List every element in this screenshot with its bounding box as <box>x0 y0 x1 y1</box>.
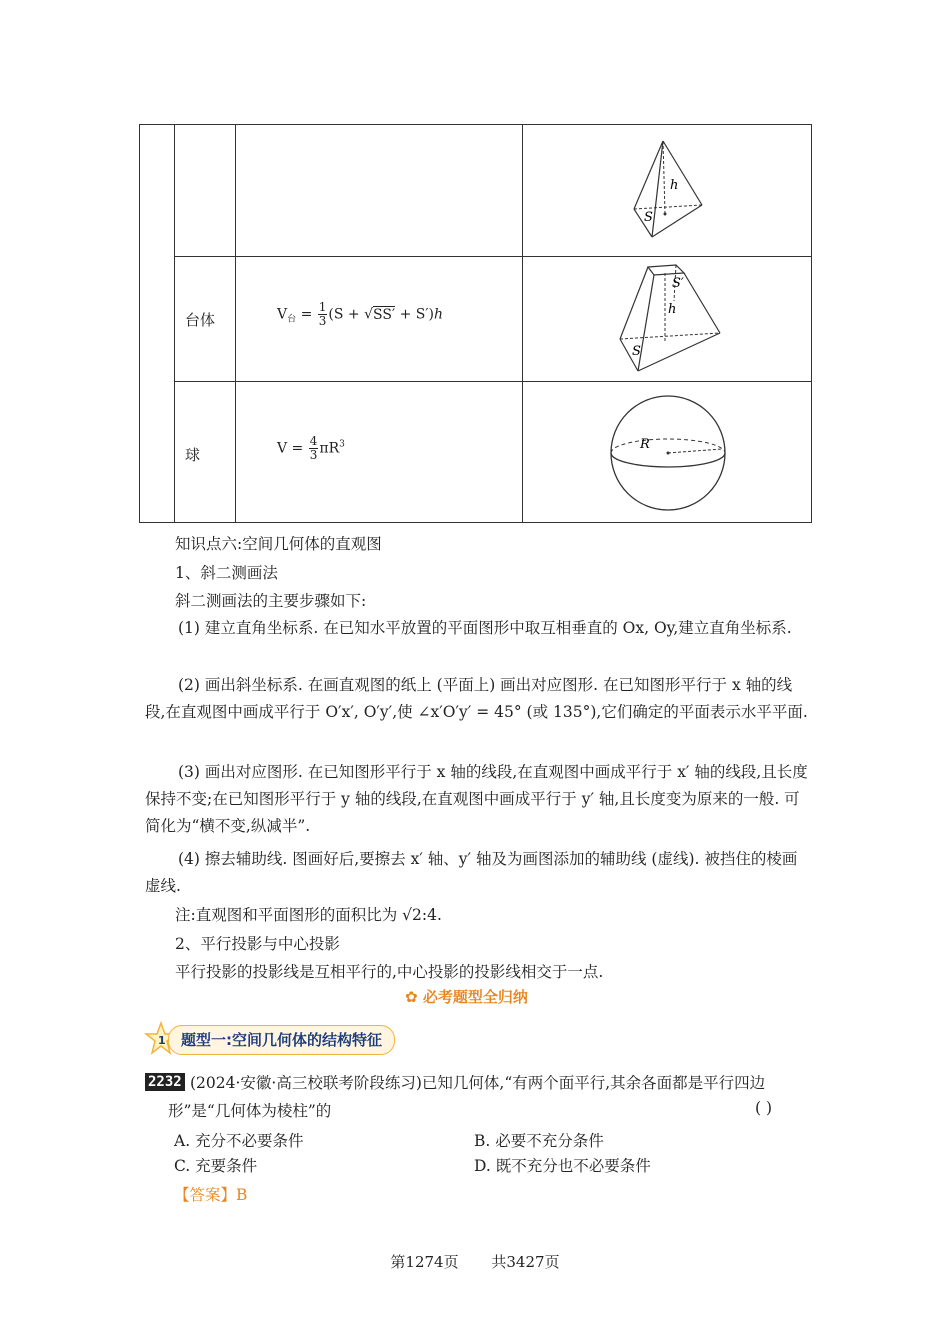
page-footer <box>0 1251 950 1272</box>
subsection-oblique: 1、斜二测画法 <box>175 564 278 582</box>
question-line-2: 形”是“几何体为棱柱”的 <box>168 1102 332 1120</box>
step-2: (2) 画出斜坐标系. 在画直观图的纸上 (平面上) 画出对应图形. 在已知图形平行于 x 轴的线段,在直观图中画成平行于 O′x′, O′y′,使 ∠x′O′y′ = 45° (或 135°),它们确定的平面表示水平平面. <box>145 676 808 721</box>
frustum-volume-formula: $V_台$ = $\frac{1}{3}$ (S + √SS′ + S′)h <box>277 300 444 328</box>
row-label-sphere: 球 <box>185 446 201 464</box>
question-number: 2232 <box>145 1073 185 1091</box>
option-b: B. 必要不充分条件 <box>474 1132 604 1150</box>
table-row-divider <box>174 256 811 257</box>
question-type-banner: 题型一:空间几何体的结构特征 <box>168 1025 395 1055</box>
frustum-figure <box>616 261 736 376</box>
frustum-s-top-label: S′ <box>672 276 684 291</box>
must-test-heading: ✿ 必考题型全归纳 <box>405 988 528 1006</box>
total-pages: 共3427页 <box>491 1253 560 1271</box>
area-ratio-note: 注:直观图和平面图形的面积比为 √2:4. <box>175 906 442 924</box>
section-title: 知识点六:空间几何体的直观图 <box>175 535 382 553</box>
pyramid-figure <box>630 137 720 247</box>
step-1: (1) 建立直角坐标系. 在已知水平放置的平面图形中取互相垂直的 Ox, Oy,建立直角坐标系. <box>178 619 792 637</box>
steps-intro: 斜二测画法的主要步骤如下: <box>175 592 367 610</box>
page-number: 第1274页 <box>390 1253 459 1271</box>
question-line-1: (2024·安徽·高三校联考阶段练习)已知几何体,“有两个面平行,其余各面都是平行四边 <box>190 1074 766 1092</box>
volume-table <box>139 124 812 523</box>
answer-tag: 【答案】 <box>174 1186 237 1204</box>
answer-value: B <box>236 1186 248 1204</box>
flower-icon: ✿ <box>405 988 418 1006</box>
table-divider <box>522 125 523 522</box>
svg-text:1: 1 <box>158 1034 166 1047</box>
pyramid-s-label: S <box>644 210 653 225</box>
answer-line <box>174 1183 247 1205</box>
step-4: (4) 擦去辅助线. 图画好后,要擦去 x′ 轴、y′ 轴及为画图添加的辅助线 (虚线). 被挡住的棱画虚线. <box>145 850 798 895</box>
frustum-s-label: S <box>632 344 641 359</box>
option-d: D. 既不充分也不必要条件 <box>474 1157 651 1175</box>
sphere-figure <box>606 391 730 515</box>
option-a: A. 充分不必要条件 <box>174 1132 304 1150</box>
frustum-h-label: h <box>668 302 677 317</box>
pyramid-h-label: h <box>670 178 679 193</box>
step-3: (3) 画出对应图形. 在已知图形平行于 x 轴的线段,在直观图中画成平行于 x′ 轴的线段,且长度保持不变;在已知图形平行于 y 轴的线段,在直观图中画成平行于 y′ 轴,且长度变为原来的一般. 可简化为“横不变,纵减半”. <box>145 763 808 835</box>
option-c: C. 充要条件 <box>174 1157 258 1175</box>
table-divider <box>174 125 175 522</box>
answer-blank: ( ) <box>755 1099 773 1117</box>
row-label-frustum: 台体 <box>185 311 216 329</box>
table-row-divider <box>174 381 811 382</box>
sphere-r-label: R <box>640 437 650 452</box>
subsection-projection: 2、平行投影与中心投影 <box>175 935 340 953</box>
projection-text: 平行投影的投影线是互相平行的,中心投影的投影线相交于一点. <box>175 963 604 981</box>
sphere-volume-formula: V = $\frac{4}{3}$ $\pi R^3$ <box>277 434 345 462</box>
table-divider <box>235 125 236 522</box>
